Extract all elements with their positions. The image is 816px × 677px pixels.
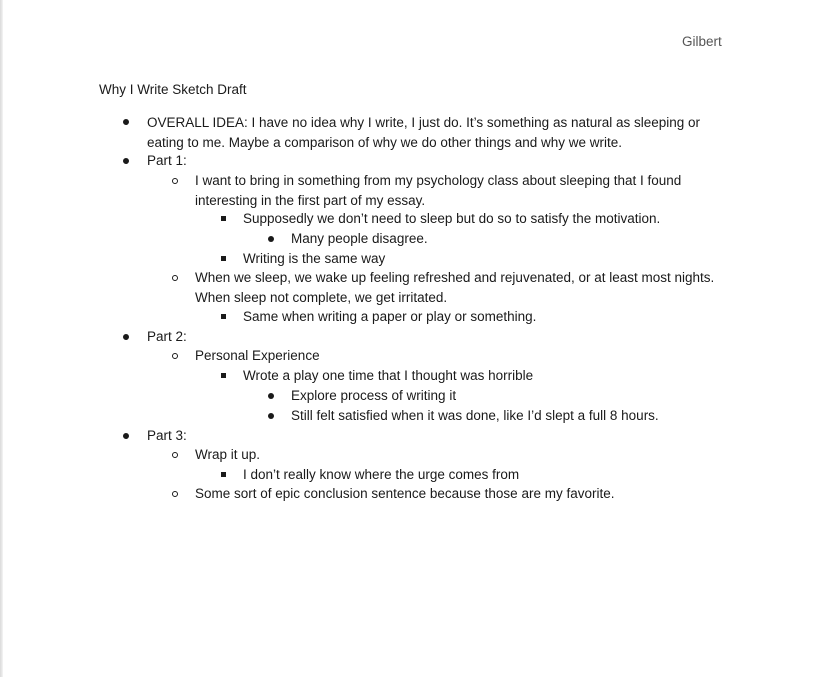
overall-line-1: OVERALL IDEA: I have no idea why I write, I just do. It’s something as natural as sleeping or xyxy=(147,115,701,130)
level3-square-bullet-icon xyxy=(221,472,226,477)
list-item-writing-same[interactable]: Writing is the same way xyxy=(243,251,386,266)
list-item-wrote-a-play[interactable]: Wrote a play one time that I thought was horrible xyxy=(243,368,534,383)
level2-circle-bullet-icon xyxy=(172,452,178,458)
level1-bullet-icon xyxy=(123,334,129,340)
page-edge xyxy=(0,0,3,677)
list-item-overall-idea[interactable] xyxy=(147,113,700,152)
level3-square-bullet-icon xyxy=(221,216,226,221)
level4-bullet-icon xyxy=(268,236,274,242)
header-author-name: Gilbert xyxy=(682,34,722,49)
level3-square-bullet-icon xyxy=(221,256,226,261)
list-item-epic-conclusion[interactable]: Some sort of epic conclusion sentence because those are my favorite. xyxy=(195,486,615,501)
level2-circle-bullet-icon xyxy=(172,353,178,359)
list-item-many-people[interactable]: Many people disagree. xyxy=(291,231,428,246)
part1-sub2-line-1: When we sleep, we wake up feeling refreshed and rejuvenated, or at least most nights. xyxy=(195,270,715,285)
level3-square-bullet-icon xyxy=(221,373,226,378)
level1-bullet-icon xyxy=(123,158,129,164)
list-item-supposedly[interactable]: Supposedly we don’t need to sleep but do so to satisfy the motivation. xyxy=(243,211,661,226)
part1-sub1-line-1: I want to bring in something from my psychology class about sleeping that I found xyxy=(195,173,682,188)
part1-sub2-line-2: When sleep not complete, we get irritated. xyxy=(195,289,448,305)
level2-circle-bullet-icon xyxy=(172,275,178,281)
list-item-part1-sleep[interactable] xyxy=(195,268,714,307)
level1-bullet-icon xyxy=(123,119,129,125)
list-item-part-2[interactable]: Part 2: xyxy=(147,329,187,344)
part1-sub1-line-2: interesting in the first part of my essay. xyxy=(195,192,426,208)
list-item-part1-psychology[interactable] xyxy=(195,171,681,210)
list-item-part-1[interactable]: Part 1: xyxy=(147,153,187,168)
level1-bullet-icon xyxy=(123,433,129,439)
list-item-wrap-it-up[interactable]: Wrap it up. xyxy=(195,447,261,462)
list-item-same-when-writing[interactable]: Same when writing a paper or play or something. xyxy=(243,309,537,324)
level3-square-bullet-icon xyxy=(221,314,226,319)
list-item-urge[interactable]: I don’t really know where the urge comes from xyxy=(243,467,520,482)
overall-line-2: eating to me. Maybe a comparison of why we do other things and why we write. xyxy=(147,134,622,150)
document-title: Why I Write Sketch Draft xyxy=(99,82,247,97)
list-item-still-felt-satisfied[interactable]: Still felt satisfied when it was done, like I’d slept a full 8 hours. xyxy=(291,408,659,423)
list-item-explore-process[interactable]: Explore process of writing it xyxy=(291,388,457,403)
level4-bullet-icon xyxy=(268,413,274,419)
list-item-part-3[interactable]: Part 3: xyxy=(147,428,187,443)
level2-circle-bullet-icon xyxy=(172,491,178,497)
level2-circle-bullet-icon xyxy=(172,178,178,184)
level4-bullet-icon xyxy=(268,393,274,399)
list-item-personal-experience[interactable]: Personal Experience xyxy=(195,348,320,363)
